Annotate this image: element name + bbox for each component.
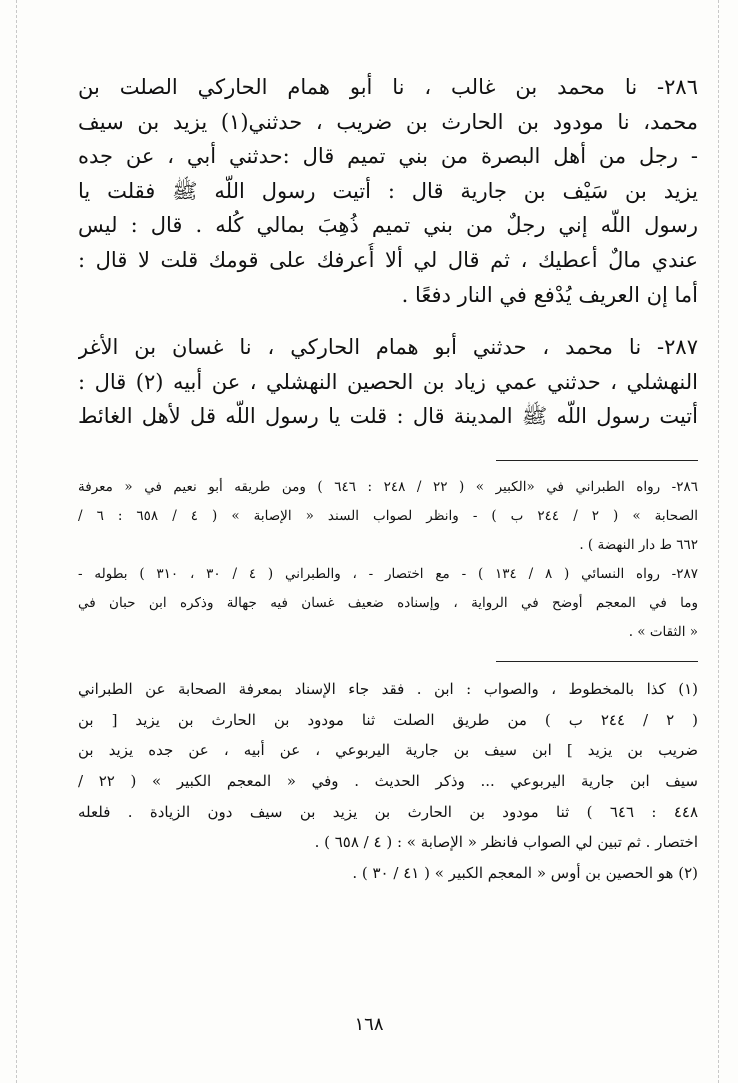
footnotes	[78, 674, 698, 889]
notes-divider	[496, 460, 698, 461]
page-number: ١٦٨	[354, 1014, 384, 1035]
takhrij-notes	[78, 473, 698, 647]
hadith-286-line: عندي مالٌ أعطيك ، ثم قال لي ألا أُعرفك على قومك قلت لا قال :	[78, 247, 698, 272]
hadith-286-line: رسول اللّه إني رجلٌ من بني تميم ذُهِبَ بمالي كُله . قال : ليس	[78, 213, 698, 238]
hadith-286-line: يزيد بن سَيْف بن جارية قال : أتيت رسول اللّه ﷺ فقلت يا	[78, 178, 698, 203]
book-page	[78, 70, 698, 889]
footnote-1-line: ٤٤٨ : ٦٤٦ ) ثنا مودود بن الحارث بن يزيد بن سيف دون الزيادة . فلعله	[78, 802, 698, 821]
footnote-1-line: (١) كذا بالمخطوط ، والصواب : ابن . فقد جاء الإسناد بمعرفة الصحابة عن الطبراني	[78, 679, 698, 698]
right-margin-guide	[718, 0, 719, 1083]
note-286-line: ٦٦٢ ط دار النهضة ) .	[579, 536, 698, 553]
note-287-line: وما في المعجم أوضح في الرواية ، وإسناده ضعيف غسان فيه جهالة وذكره ابن حبان في	[78, 594, 698, 611]
footnotes-divider	[496, 661, 698, 662]
left-margin-guide	[16, 0, 17, 1083]
hadith-286-line: أما إن العريف يُدْفع في النار دفعًا .	[401, 282, 698, 307]
hadith-286-line: محمد، نا مودود بن الحارث بن ضريب ، حدثني(١) يزيد بن سيف	[78, 109, 698, 134]
hadith-287-line: أتيت رسول اللّه ﷺ المدينة قال : قلت يا رسول اللّه قل لأهل الغائط	[78, 404, 698, 429]
footnote-1-line: ضريب بن يزيد ] ابن سيف بن جارية اليربوعي ، عن أبيه ، عن جده يزيد بن	[78, 741, 698, 760]
hadith-286-line: - رجل من أهل البصرة من بني تميم قال :حدثني أبي ، عن جده	[78, 144, 698, 169]
footnote-1-line: سيف ابن جارية اليربوعي ... وذكر الحديث . وفي « المعجم الكبير » ( ٢٢ /	[78, 772, 698, 790]
note-287-line: « الثقات » .	[628, 623, 698, 640]
footnote-2-line: (٢) هو الحصين بن أوس « المعجم الكبير » ( ٤١ / ٣٠ ) .	[352, 864, 698, 883]
note-287-line: ٢٨٧- رواه النسائي ( ٨ / ١٣٤ ) - مع اختصار - ، والطبراني ( ٤ / ٣٠ ، ٣١٠ ) بطوله -	[78, 565, 698, 582]
hadith-286-line: ٢٨٦- نا محمد بن غالب ، نا أبو همام الحاركي الصلت بن	[78, 75, 698, 99]
note-286-line: الصحابة » ( ٢ / ٢٤٤ ب ) - وانظر لصواب السند « الإصابة » ( ٤ / ٦٥٨ : ٦ /	[78, 507, 698, 524]
main-text	[78, 70, 698, 434]
note-286-line: ٢٨٦- رواه الطبراني في «الكبير » ( ٢٢ / ٢٤٨ : ٦٤٦ ) ومن طريقه أبو نعيم في « معرفة	[78, 478, 698, 495]
hadith-287-line: النهشلي ، حدثني عمي زياد بن الحصين النهشلي ، عن أبيه (٢) قال :	[78, 369, 698, 394]
hadith-287-line: ٢٨٧- نا محمد ، حدثني أبو همام الحاركي ، نا غسان بن الأغر	[78, 335, 698, 360]
footnote-1-line: اختصار . ثم تبين لي الصواب فانظر « الإصابة » : ( ٤ / ٦٥٨ ) .	[314, 833, 698, 852]
footnote-1-line: ( ٢ / ٢٤٤ ب ) من طريق الصلت ثنا مودود بن الحارث بن يزيد [ بن	[78, 710, 698, 729]
